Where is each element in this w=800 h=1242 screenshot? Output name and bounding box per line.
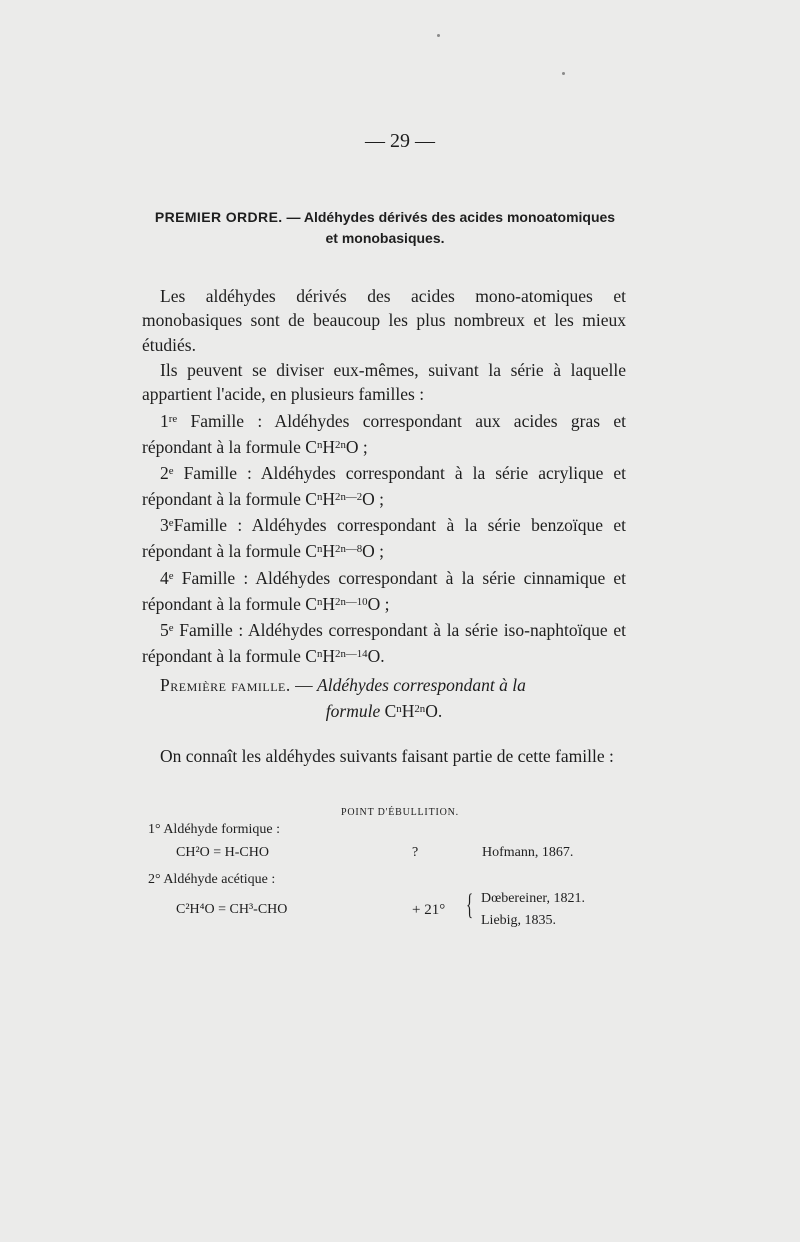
formula-exponent: 2n—14	[335, 648, 368, 661]
family-item	[142, 459, 626, 511]
row2-author-2: Liebig, 1835.	[481, 913, 557, 928]
formula-c: C	[305, 593, 317, 614]
family-title-text-line1: Aldéhydes correspondant à la	[317, 675, 526, 695]
row1-author: Hofmann, 1867.	[482, 845, 574, 860]
formula-n: n	[316, 595, 323, 608]
division-paragraph: Ils peuvent se diviser eux-mêmes, suivant la série à laquelle appartient l'acide, en plusieurs familles :	[142, 360, 626, 405]
formula-exponent: 2n—10	[335, 595, 368, 608]
formula-c: C	[305, 646, 317, 667]
known-paragraph: On connaît les aldéhydes suivants faisant partie de cette famille :	[160, 746, 614, 766]
family-ordinal: e	[168, 621, 174, 634]
heading-title-line1: Aldéhydes dérivés des acides monoatomiques	[303, 209, 616, 225]
formula-h: H	[322, 541, 336, 562]
family-ordinal: e	[168, 517, 174, 530]
families-list	[142, 358, 626, 668]
formula-o: O ;	[367, 593, 390, 614]
family-item	[142, 616, 626, 668]
formula-n: n	[316, 648, 323, 661]
row2-boiling: + 21°	[412, 902, 446, 918]
row1-formula: CH²O = H-CHO	[176, 845, 269, 860]
page-number: — 29 —	[365, 130, 435, 152]
formula-o: O ;	[362, 541, 385, 562]
formula-h: H	[322, 436, 336, 457]
heading-dash: —	[282, 209, 304, 225]
formula-h: H	[322, 593, 336, 614]
row2-label: 2° Aldéhyde acétique :	[148, 872, 276, 887]
formula-2n: 2n	[414, 703, 426, 715]
family-title-line2	[142, 697, 626, 723]
boiling-point-header: POINT D'ÉBULLITION.	[341, 807, 459, 818]
formula-o: O ;	[345, 436, 368, 457]
formula-o: O.	[367, 646, 385, 667]
family-text: Famille : Aldéhydes correspondant à la série benzoïque et répondant à la formule	[142, 515, 626, 562]
speck	[562, 72, 565, 75]
formula-c: C	[305, 436, 317, 457]
formula-n: n	[316, 543, 323, 556]
family-items	[142, 407, 626, 669]
family-title	[142, 673, 626, 723]
row2-author-1: Dœbereiner, 1821.	[481, 891, 586, 906]
formula-h: H	[322, 488, 336, 509]
heading-title-line2: et monobasiques.	[325, 230, 445, 246]
intro-paragraph: Les aldéhydes dérivés des acides mono-atomiques et monobasiques sont de beaucoup les plus nombreux et les mieux étudiés.	[142, 286, 626, 355]
row1-label: 1° Aldéhyde formique :	[148, 822, 280, 837]
family-text: Famille : Aldéhydes correspondant à la série acrylique et répondant à la formule	[142, 462, 626, 509]
formula-n: n	[316, 491, 323, 504]
family-number: 2	[160, 462, 169, 483]
formula-h: H	[322, 646, 336, 667]
family-item	[142, 407, 626, 459]
family-title-dash: —	[290, 675, 318, 695]
formula-o: O ;	[362, 488, 385, 509]
family-ordinal: re	[168, 412, 178, 425]
family-number: 4	[160, 567, 169, 588]
brace-icon: {	[466, 888, 474, 921]
row2-formula: C²H⁴O = CH³-CHO	[176, 902, 288, 917]
family-title-formula-prefix: formule	[325, 700, 385, 721]
family-text: Famille : Aldéhydes correspondant à la série iso-naphtoïque et répondant à la formule	[142, 619, 626, 667]
family-title-formula	[385, 701, 443, 721]
family-title-label: Première famille.	[160, 675, 291, 695]
formula-c: C	[305, 541, 317, 562]
formula-exponent: 2n	[335, 438, 346, 451]
formula-h: H	[401, 700, 415, 721]
formula-exponent: 2n—8	[335, 543, 363, 556]
row1-boiling: ?	[412, 845, 419, 860]
formula-exponent: 2n—2	[335, 491, 363, 504]
family-text: Famille : Aldéhydes correspondant à la série cinnamique et répondant à la formule	[142, 567, 626, 614]
family-ordinal: e	[168, 464, 174, 477]
formula-c: C	[384, 700, 397, 721]
formula-n: n	[316, 438, 323, 451]
family-ordinal: e	[168, 569, 174, 582]
family-item	[142, 564, 626, 616]
formula-o: O.	[425, 700, 443, 721]
family-number: 5	[160, 619, 169, 640]
heading-lead: PREMIER ORDRE.	[154, 209, 283, 225]
family-item	[142, 511, 626, 563]
formula-c: C	[305, 488, 317, 509]
formula-n: n	[396, 703, 402, 715]
family-number: 3	[160, 515, 169, 536]
speck	[437, 34, 440, 37]
family-number: 1	[160, 410, 169, 431]
family-text: Famille : Aldéhydes correspondant aux acides gras et répondant à la formule	[142, 410, 626, 457]
section-heading	[143, 207, 627, 249]
